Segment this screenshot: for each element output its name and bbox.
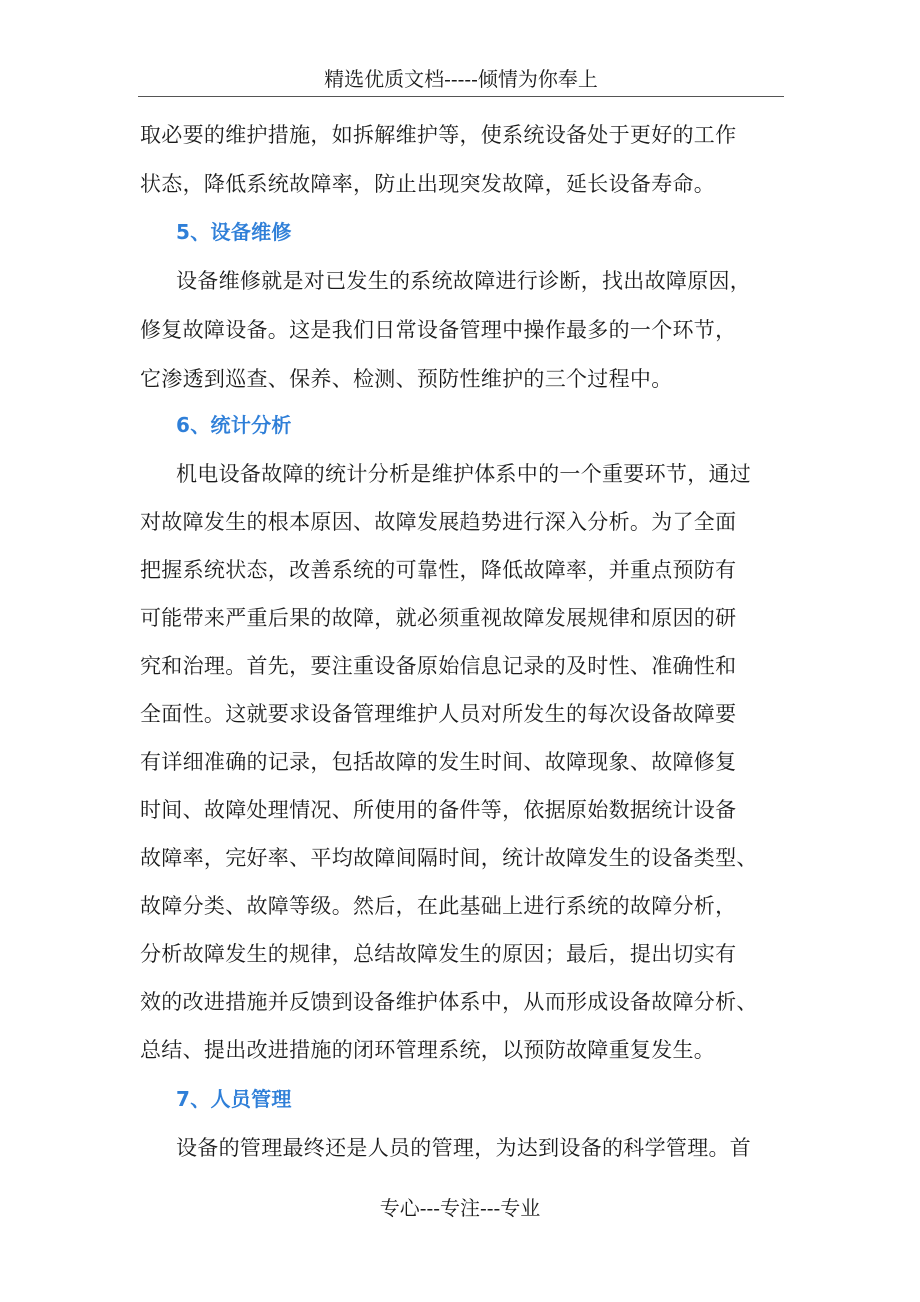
body-line: 故障分类、故障等级。然后，在此基础上进行系统的故障分析， (140, 894, 737, 918)
section-heading-5: 5、设备维修 (176, 220, 292, 244)
section-heading-7: 7、人员管理 (176, 1087, 292, 1111)
body-line: 设备的管理最终还是人员的管理，为达到设备的科学管理。首 (176, 1136, 752, 1160)
body-line: 有详细准确的记录，包括故障的发生时间、故障现象、故障修复 (140, 750, 737, 774)
body-line: 究和治理。首先，要注重设备原始信息记录的及时性、准确性和 (140, 654, 737, 678)
body-line: 它渗透到巡查、保养、检测、预防性维护的三个过程中。 (140, 367, 673, 391)
body-line: 分析故障发生的规律，总结故障发生的原因；最后，提出切实有 (140, 942, 737, 966)
body-line: 修复故障设备。这是我们日常设备管理中操作最多的一个环节， (140, 318, 737, 342)
body-line: 对故障发生的根本原因、故障发展趋势进行深入分析。为了全面 (140, 510, 737, 534)
section-heading-6: 6、统计分析 (176, 413, 292, 437)
page-footer: 专心---专注---专业 (379, 1196, 541, 1220)
body-line: 状态，降低系统故障率，防止出现突发故障，延长设备寿命。 (140, 172, 716, 196)
body-line: 时间、故障处理情况、所使用的备件等，依据原始数据统计设备 (140, 798, 737, 822)
page-header: 精选优质文档-----倾情为你奉上 (138, 64, 784, 97)
body-line: 总结、提出改进措施的闭环管理系统，以预防故障重复发生。 (140, 1038, 716, 1062)
body-line: 全面性。这就要求设备管理维护人员对所发生的每次设备故障要 (140, 702, 737, 726)
body-line: 把握系统状态，改善系统的可靠性，降低故障率，并重点预防有 (140, 558, 737, 582)
body-line: 故障率，完好率、平均故障间隔时间，统计故障发生的设备类型、 (140, 846, 758, 870)
body-line: 取必要的维护措施，如拆解维护等，使系统设备处于更好的工作 (140, 123, 737, 147)
body-line: 机电设备故障的统计分析是维护体系中的一个重要环节，通过 (176, 462, 752, 486)
body-line: 可能带来严重后果的故障，就必须重视故障发展规律和原因的研 (140, 606, 737, 630)
body-line: 设备维修就是对已发生的系统故障进行诊断，找出故障原因， (176, 269, 752, 293)
body-line: 效的改进措施并反馈到设备维护体系中，从而形成设备故障分析、 (140, 990, 758, 1014)
